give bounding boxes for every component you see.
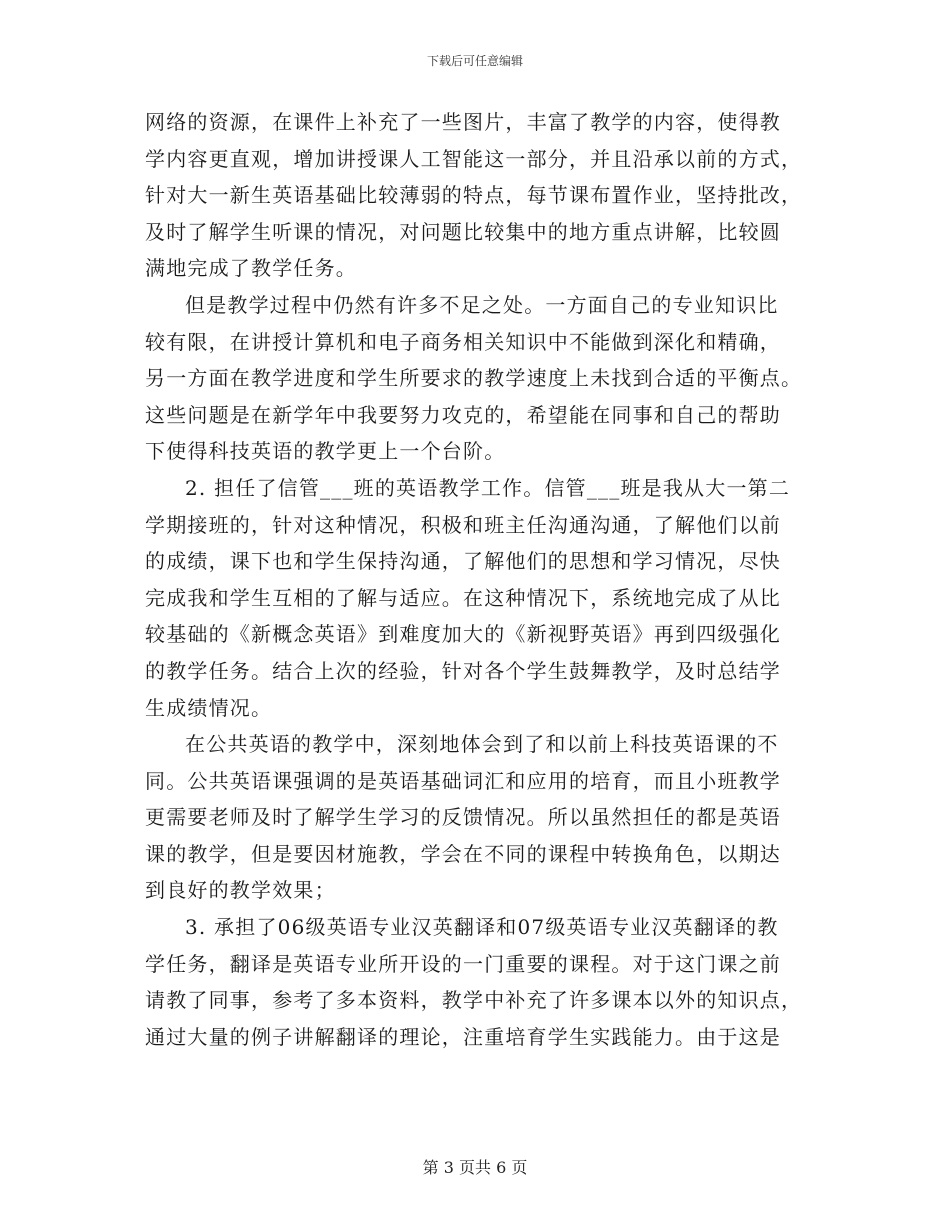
text-line: 的教学任务。结合上次的经验，针对各个学生鼓舞教学，及时总结学 [145,658,781,683]
text-line: 学任务，翻译是英语专业所开设的一门重要的课程。对于这门课之前 [145,951,781,976]
paragraph-start-line: 3. 承担了06级英语专业汉英翻译和07级英语专业汉英翻译的教 [185,915,779,940]
text-line: 学期接班的，针对这种情况，积极和班主任沟通沟通，了解他们以前 [145,512,781,537]
text-line: 通过大量的例子讲解翻译的理论，注重培育学生实践能力。由于这是 [145,1024,781,1049]
text-line: 较基础的《新概念英语》到难度加大的《新视野英语》再到四级强化 [145,622,781,647]
text-line: 同。公共英语课强调的是英语基础词汇和应用的培育，而且小班教学 [145,768,781,793]
text-line: 及时了解学生听课的情况，对问题比较集中的地方重点讲解，比较圆 [145,219,781,244]
paragraph-start-line: 但是教学过程中仍然有许多不足之处。一方面自己的专业知识比 [185,292,779,317]
paragraph-start-line: 在公共英语的教学中，深刻地体会到了和以前上科技英语课的不 [185,732,779,757]
text-line: 生成绩情况。 [145,695,273,720]
text-line: 这些问题是在新学年中我要努力攻克的，希望能在同事和自己的帮助 [145,402,781,427]
text-line: 的成绩，课下也和学生保持沟通，了解他们的思想和学习情况，尽快 [145,549,781,574]
document-body [145,104,805,1055]
text-line: 针对大一新生英语基础比较薄弱的特点，每节课布置作业，坚持批改， [145,183,803,208]
text-line: 更需要老师及时了解学生学习的反馈情况。所以虽然担任的都是英语 [145,805,781,830]
text-line: 另一方面在教学进度和学生所要求的教学速度上未找到合适的平衡点。 [145,366,803,391]
paragraph-start-line: 2. 担任了信管___班的英语教学工作。信管___班是我从大一第二 [185,475,791,500]
text-line: 下使得科技英语的教学更上一个台阶。 [145,439,506,464]
text-line: 较有限，在讲授计算机和电子商务相关知识中不能做到深化和精确， [145,329,781,354]
text-line: 网络的资源，在课件上补充了一些图片，丰富了教学的内容，使得教 [145,110,781,134]
text-line: 到良好的教学效果； [145,878,336,903]
text-line: 完成我和学生互相的了解与适应。在这种情况下，系统地完成了从比 [145,585,781,610]
text-line: 满地完成了教学任务。 [145,256,357,281]
text-line: 课的教学，但是要因材施教，学会在不同的课程中转换角色，以期达 [145,841,781,866]
page-footer: 第 3 页共 6 页 [422,1158,528,1177]
page-header: 下载后可任意编辑 [426,54,523,68]
text-line: 学内容更直观，增加讲授课人工智能这一部分，并且沿承以前的方式， [145,146,803,171]
text-line: 请教了同事，参考了多本资料，教学中补充了许多课本以外的知识点， [145,988,803,1013]
